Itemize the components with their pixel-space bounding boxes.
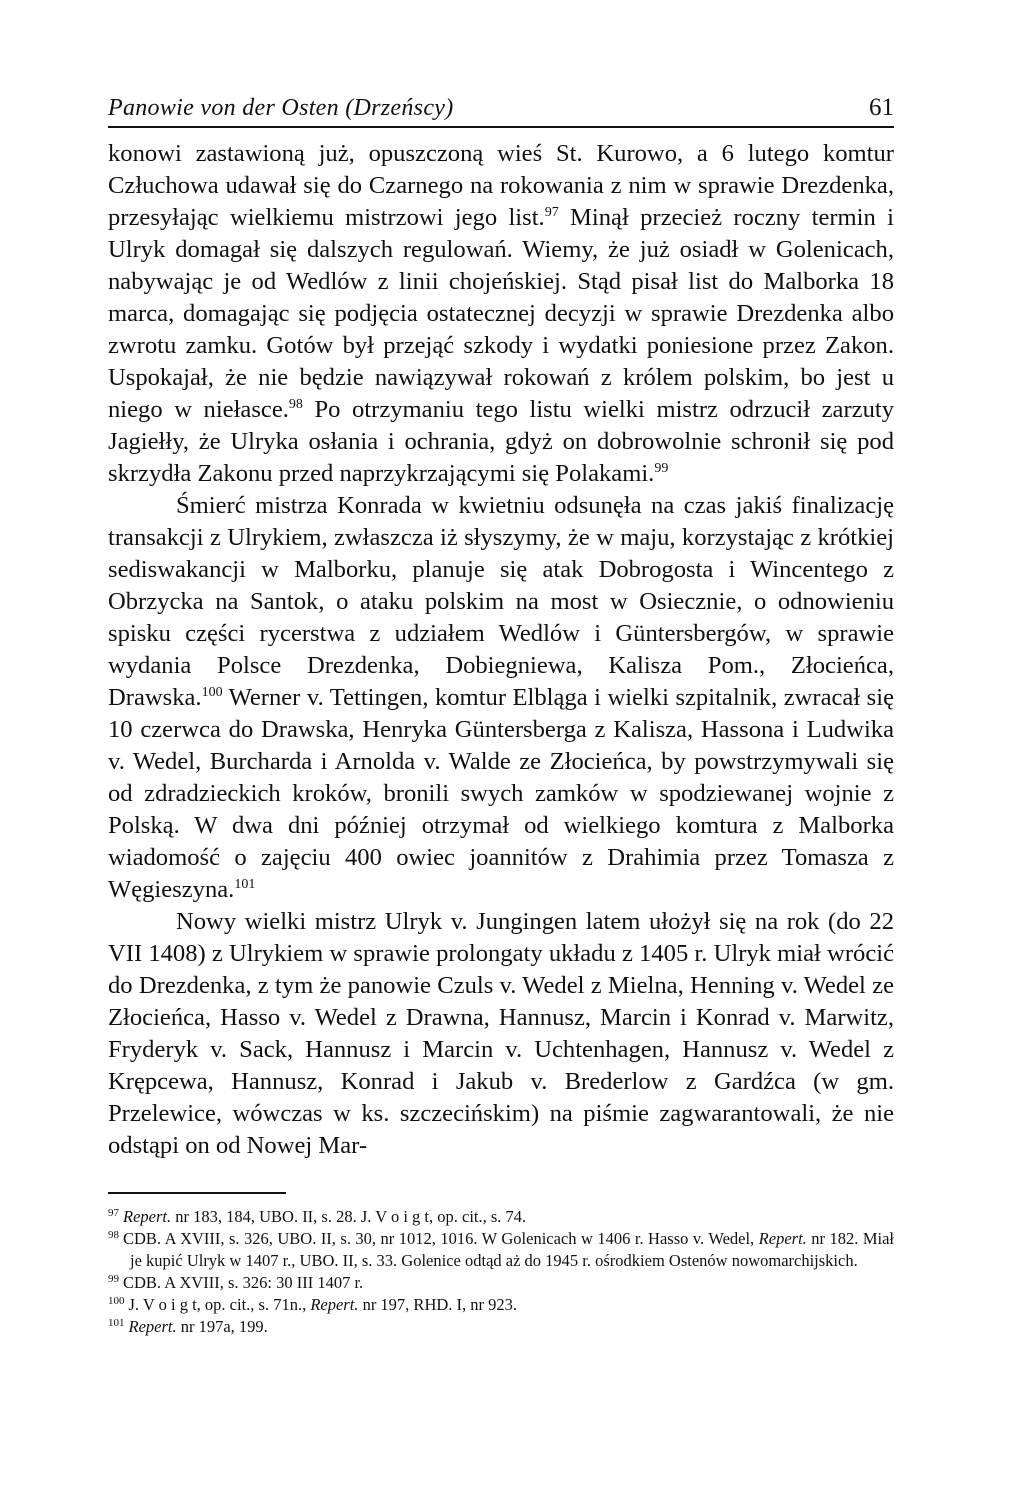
- footnote-separator: [108, 1192, 286, 1194]
- paragraph-2: [108, 490, 894, 906]
- footnote-ref[interactable]: 97: [544, 204, 559, 220]
- footnote: [108, 1228, 894, 1272]
- page-header: [108, 88, 894, 128]
- footnote-number: 99: [108, 1272, 119, 1285]
- paragraph-1: [108, 138, 894, 490]
- page-number: 61: [869, 94, 894, 121]
- footnote-number: 100: [108, 1294, 125, 1307]
- paragraph-text: Werner v. Tettingen, komtur Elbląga i wielki szpitalnik, zwracał się 10 czerwca do Drawska, Henryka Güntersberga z Kalisza, Hassona i Ludwika v. Wedel, Burcharda i Arnolda v. Walde ze Złocieńca, by powstrzymywali się od zdradzieckich kroków, bronili swych zamków w spodziewanej wojnie z Polską. W dwa dni później otrzymał od wielkiego komtura z Malborka wiadomość o zajęciu 400 owiec joannitów z Drahimia przez Tomasza z Węgieszyna.: [108, 684, 894, 903]
- footnote-text: nr 182. Miał je kupić Ulryk w 1407 r., UBO. II, s. 33. Golenice odtąd aż do 1945 r. ośrodkiem Ostenów nowomarchijskich.: [130, 1229, 894, 1270]
- footnote-text: CDB. A XVIII, s. 326, UBO. II, s. 30, nr 1012, 1016. W Golenicach w 1406 r. Hasso v. Wedel,: [123, 1229, 759, 1248]
- footnote-ref[interactable]: 99: [654, 460, 669, 476]
- footnote-ref[interactable]: 98: [288, 396, 303, 412]
- paragraph-3: [108, 906, 894, 1162]
- footnote-text: J. V o i g t, op. cit., s. 71n.,: [128, 1295, 311, 1314]
- footnotes: [108, 1206, 894, 1338]
- footnote-text: CDB. A XVIII, s. 326: 30 III 1407 r.: [123, 1273, 364, 1292]
- paragraph-text: Śmierć mistrza Konrada w kwietniu odsunęła na czas jakiś finalizację transakcji z Ulrykiem, zwłaszcza iż słyszymy, że w maju, korzystając z krótkiej sediswakancji w Malborku, planuje się atak Dobrogosta i Wincentego z Obrzycka na Santok, o ataku polskim na most w Osiecznie, o odnowieniu spisku części rycerstwa z udziałem Wedlów i Güntersbergów, w sprawie wydania Polsce Drezdenka, Dobiegniewa, Kalisza Pom., Złocieńca, Drawska.: [108, 492, 894, 711]
- footnote: [108, 1316, 894, 1338]
- footnote-number: 98: [108, 1228, 119, 1241]
- footnote-text: nr 197, RHD. I, nr 923.: [358, 1295, 518, 1314]
- footnote-text: Repert.: [758, 1229, 807, 1248]
- footnote-text: nr 183, 184, UBO. II, s. 28. J. V o i g t, op. cit., s. 74.: [171, 1207, 527, 1226]
- footnote: [108, 1206, 894, 1228]
- paragraph-text: Minął przecież roczny termin i Ulryk domagał się dalszych regulowań. Wiemy, że już osiadł w Golenicach, nabywając je od Wedlów z linii chojeńskiej. Stąd pisał list do Malborka 18 marca, domagając się podjęcia ostatecznej decyzji w sprawie Drezdenka albo zwrotu zamku. Gotów był przejąć szkody i wydatki poniesione przez Zakon. Uspokajał, że nie będzie nawiązywał rokowań z królem polskim, bo jest u niego w niełasce.: [108, 204, 894, 423]
- body-text: [108, 138, 894, 1162]
- footnote-text: Repert.: [310, 1295, 359, 1314]
- footnote-number: 97: [108, 1206, 119, 1219]
- paragraph-text: Po otrzymaniu tego listu wielki mistrz odrzucił zarzuty Jagiełły, że Ulryka osłania i ochrania, gdyż on dobrowolnie schronił się pod skrzydła Zakonu przed naprzykrzającymi się Polakami.: [108, 396, 895, 487]
- footnote: [108, 1294, 894, 1316]
- footnote-text: Repert.: [123, 1207, 172, 1226]
- paragraph-text: konowi zastawioną już, opuszczoną wieś St. Kurowo, a 6 lutego komtur Człuchowa udawał się do Czarnego na rokowania z nim w sprawie Drezdenka, przesyłając wielkiemu mistrzowi jego list.: [108, 140, 894, 231]
- running-head: Panowie von der Osten (Drzeńscy): [108, 95, 454, 121]
- page: [108, 88, 894, 1338]
- footnote-ref[interactable]: 101: [234, 876, 256, 892]
- footnote: [108, 1272, 894, 1294]
- footnote-number: 101: [108, 1316, 125, 1329]
- footnote-text: Repert.: [128, 1317, 177, 1336]
- footnote-text: nr 197a, 199.: [176, 1317, 268, 1336]
- footnote-ref[interactable]: 100: [201, 684, 223, 700]
- paragraph-text: Nowy wielki mistrz Ulryk v. Jungingen latem ułożył się na rok (do 22 VII 1408) z Ulrykiem w sprawie prolongaty układu z 1405 r. Ulryk miał wrócić do Drezdenka, z tym że panowie Czuls v. Wedel z Mielna, Henning v. Wedel ze Złocieńca, Hasso v. Wedel z Drawna, Hannusz, Marcin i Konrad v. Marwitz, Fryderyk v. Sack, Hannusz i Marcin v. Uchtenhagen, Hannusz v. Wedel z Krępcewa, Hannusz, Konrad i Jakub v. Brederlow z Gardźca (w gm. Przelewice, wówczas w ks. szczecińskim) na piśmie zagwarantowali, że nie odstąpi on od Nowej Mar-: [108, 908, 894, 1159]
